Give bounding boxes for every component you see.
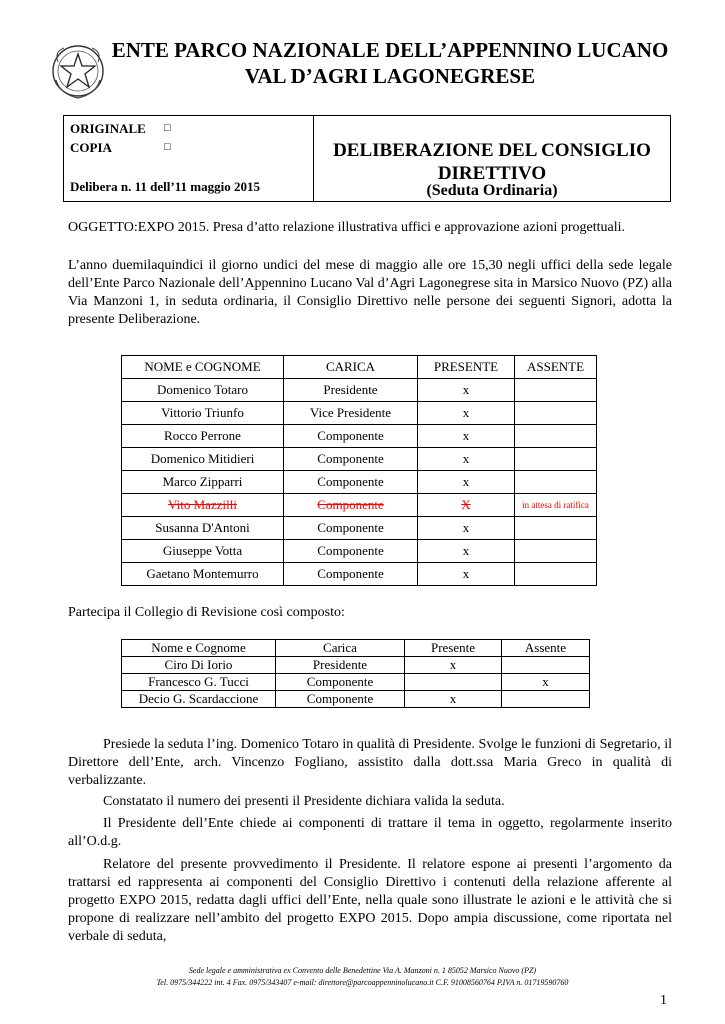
header-present: Presente — [405, 640, 502, 657]
table-row — [122, 674, 590, 691]
original-checkbox-icon: □ — [164, 122, 171, 134]
member-absent — [515, 540, 597, 563]
member-present: x — [418, 540, 515, 563]
auditors-table — [121, 639, 590, 708]
table-row — [122, 657, 590, 674]
body-paragraph-agenda: Il Presidente dell’Ente chiede ai componenti di trattare il tema in oggetto, regolarmente inserito all’O.d.g. — [68, 816, 672, 849]
member-role: Componente — [284, 425, 418, 448]
auditor-role: Presidente — [276, 657, 405, 674]
member-role: Componente — [284, 563, 418, 586]
copy-checkbox-icon: □ — [164, 141, 171, 153]
member-name: Susanna D'Antoni — [122, 517, 284, 540]
member-absent — [515, 563, 597, 586]
attendance-header-row — [122, 356, 597, 379]
member-absent — [515, 471, 597, 494]
table-row-struck — [122, 494, 597, 517]
member-present: x — [418, 517, 515, 540]
table-row — [122, 402, 597, 425]
auditor-name: Ciro Di Iorio — [122, 657, 276, 674]
member-absent — [515, 402, 597, 425]
subject-line — [68, 219, 672, 237]
deliberation-info-box — [63, 115, 671, 202]
footer-address: Sede legale e amministrativa ex Convento delle Benedettine Via A. Manzoni n. 1 85052 Marsico Nuovo (PZ) — [188, 966, 537, 975]
table-row — [122, 517, 597, 540]
member-name: Vittorio Triunfo — [122, 402, 284, 425]
body-paragraph-quorum: Constatato il numero dei presenti il Presidente dichiara valida la seduta. — [103, 794, 505, 809]
auditor-role: Componente — [276, 674, 405, 691]
italian-republic-emblem-icon — [50, 42, 106, 102]
member-name: Giuseppe Votta — [122, 540, 284, 563]
table-row — [122, 425, 597, 448]
member-role: Componente — [284, 448, 418, 471]
member-absent — [515, 517, 597, 540]
table-row — [122, 379, 597, 402]
member-present: X — [418, 494, 515, 517]
session-type: (Seduta Ordinaria) — [426, 182, 558, 199]
member-role: Componente — [284, 471, 418, 494]
member-absent — [515, 448, 597, 471]
table-row — [122, 563, 597, 586]
entity-name: ENTE PARCO NAZIONALE DELL’APPENNINO LUCANO — [111, 38, 669, 62]
member-present: x — [418, 563, 515, 586]
table-row — [122, 540, 597, 563]
intro-paragraph: L’anno duemilaquindici il giorno undici del mese di maggio alle ore 15,30 negli uffici della sede legale dell’Ente Parco Nazionale dell’Appennino Lucano Val d’Agri Lagonegrese sita in Marsico Nuovo (PZ) alla Via Manzoni 1, in seduta ordinaria, il Consiglio Direttivo nelle persone dei seguenti Signori, adotta la presente Deliberazione. — [68, 258, 672, 327]
auditors-intro: Partecipa il Collegio di Revisione così composto: — [68, 605, 345, 620]
member-role: Componente — [284, 494, 418, 517]
member-role: Vice Presidente — [284, 402, 418, 425]
subject-text: :EXPO 2015. Presa d’atto relazione illustrativa uffici e approvazione azioni progettuali. — [133, 220, 625, 235]
member-absent — [515, 425, 597, 448]
member-role: Componente — [284, 540, 418, 563]
auditor-present: x — [405, 691, 502, 708]
member-present: x — [418, 379, 515, 402]
auditor-absent: x — [502, 674, 590, 691]
auditors-header-row — [122, 640, 590, 657]
member-role: Presidente — [284, 379, 418, 402]
member-name: Domenico Mitidieri — [122, 448, 284, 471]
header-present: PRESENTE — [418, 356, 515, 379]
body-paragraph-rapporteur: Relatore del presente provvedimento il Presidente. Il relatore espone ai presenti l’argomento da trattarsi ed rappresenta ai componenti del Consiglio Direttivo i contenuti della relazione afferente al progetto EXPO 2015, redatta dagli uffici dell’Ente, nella quale sono illustrate le azioni e le attività che si propone di realizzare nell’ambito del progetto EXPO 2015. Dopo ampia discussione, come riportata nel verbale di seduta, — [68, 857, 672, 944]
header-name: Nome e Cognome — [122, 640, 276, 657]
header-role: CARICA — [284, 356, 418, 379]
auditor-present — [405, 674, 502, 691]
auditor-name: Decio G. Scardaccione — [122, 691, 276, 708]
member-absent — [515, 379, 597, 402]
original-label: ORIGINALE — [70, 121, 146, 136]
member-name: Domenico Totaro — [122, 379, 284, 402]
header-absent: ASSENTE — [515, 356, 597, 379]
member-present: x — [418, 471, 515, 494]
auditor-role: Componente — [276, 691, 405, 708]
footer-contacts: Tel. 0975/344222 int. 4 Fax. 0975/343407 e-mail: direttore@parcoappenninolucano.it C.F. 91008560764 P.IVA n. 01719590760 — [156, 978, 569, 987]
table-row — [122, 448, 597, 471]
subject-label: OGGETTO — [68, 220, 134, 235]
member-present: x — [418, 425, 515, 448]
auditor-present: x — [405, 657, 502, 674]
title-line2: DIRETTIVO — [437, 163, 547, 184]
member-name: Vito Mazzilli — [122, 494, 284, 517]
member-name: Gaetano Montemurro — [122, 563, 284, 586]
deliberation-title — [314, 116, 670, 201]
body-paragraph-chair: Presiede la seduta l’ing. Domenico Totaro in qualità di Presidente. Svolge le funzioni di Segretario, il Direttore dell’Ente, arch. Vincenzo Fogliano, assistito dalla dott.ssa Maria Greco in qualità di verbalizzante. — [68, 737, 672, 788]
auditor-absent — [502, 657, 590, 674]
member-role: Componente — [284, 517, 418, 540]
member-name: Marco Zipparri — [122, 471, 284, 494]
member-present: x — [418, 402, 515, 425]
deliberation-number: Delibera n. 11 dell’11 maggio 2015 — [70, 179, 260, 194]
auditor-absent — [502, 691, 590, 708]
table-row — [122, 471, 597, 494]
title-line1: DELIBERAZIONE DEL CONSIGLIO — [333, 140, 651, 161]
header-role: Carica — [276, 640, 405, 657]
attendance-table — [121, 355, 597, 586]
auditor-name: Francesco G. Tucci — [122, 674, 276, 691]
ratification-note: in attesa di ratifica — [515, 494, 597, 517]
header-absent: Assente — [502, 640, 590, 657]
entity-subname: VAL D’AGRI LAGONEGRESE — [244, 64, 536, 88]
member-name: Rocco Perrone — [122, 425, 284, 448]
member-present: x — [418, 448, 515, 471]
copy-label: COPIA — [70, 140, 112, 155]
header-name: NOME e COGNOME — [122, 356, 284, 379]
page-number: 1 — [660, 993, 667, 1008]
deliberation-meta — [64, 116, 314, 201]
table-row — [122, 691, 590, 708]
